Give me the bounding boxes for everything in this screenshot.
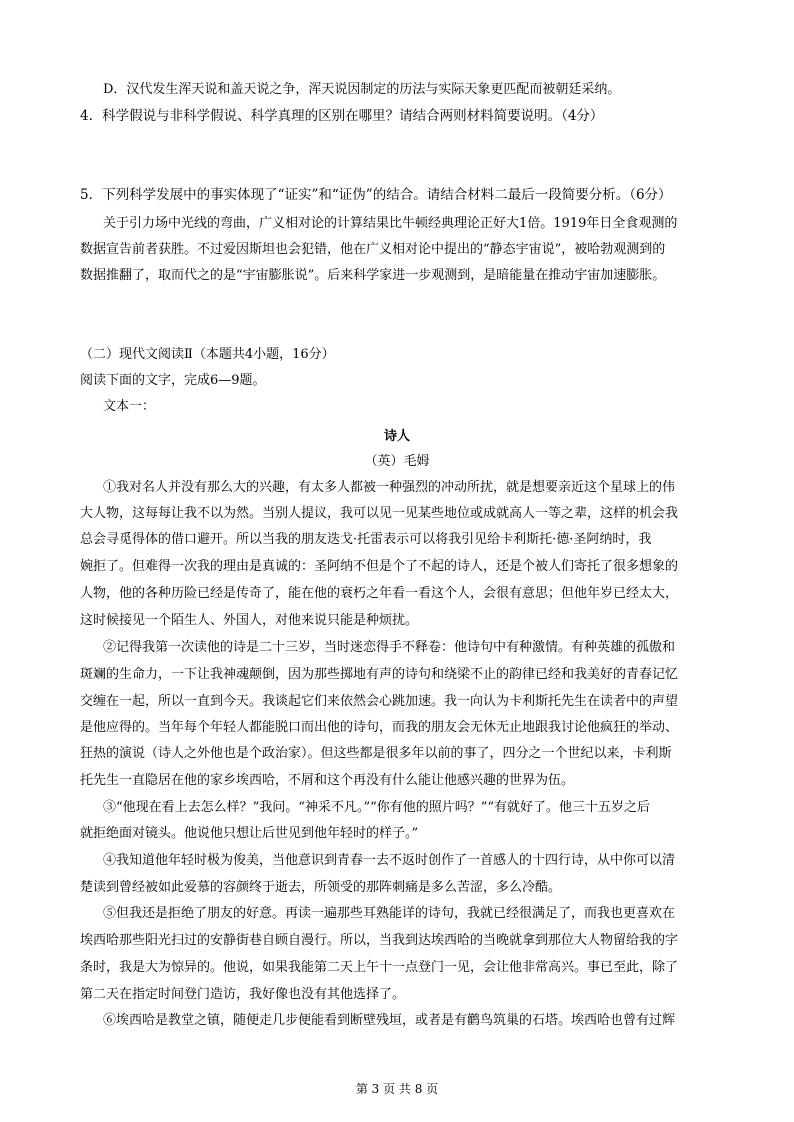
article-title: 诗人	[383, 429, 410, 444]
paragraph-line: 斑斓的生命力，一下让我神魂颠倒，因为那些掷地有声的诗句和绕梁不止的韵律已经和我美好的青春记忆	[80, 667, 679, 682]
paragraph-line: 人物，他的各种历险已经是传奇了，能在他的衰朽之年看一看这个人，会很有意思；但他年岁已经太大，	[80, 586, 679, 601]
text-label: 文本一：	[103, 399, 156, 414]
instruction: 阅读下面的文字，完成6—9题。	[80, 373, 266, 388]
paragraph-line: 总会寻觅得体的借口避开。所以当我的朋友迭戈·托雷表示可以将我引见给卡利斯托·德·圣阿纳时，我	[80, 532, 652, 547]
paragraph-line: 托先生一直隐居在他的家乡埃西哈，不屑和这个再没有什么能让他感兴趣的世界为伍。	[80, 773, 575, 788]
paragraph-line: ①我对名人并没有那么大的兴趣，有太多人都被一种强烈的冲动所扰，就是想要亲近这个星球上的伟	[103, 480, 676, 495]
paragraph-line: 楚读到曾经被如此爱慕的容颜终于逝去，所领受的那阵刺痛是多么苦涩，多么冷酷。	[80, 880, 562, 895]
paragraph-line: 就拒绝面对镜头。他说他只想让后世见到他年轻时的样子。”	[80, 826, 419, 841]
page-number: 第 3 页 共 8 页	[355, 1082, 439, 1096]
paragraph-line: 狂热的演说（诗人之外他也是个政治家）。但这些都是很多年以前的事了，四分之一个世纪以来，卡利斯	[80, 746, 672, 761]
paragraph-line: 条时，我是大为惊异的。他说，如果我能第二天上午十一点登门一见，会让他非常高兴。事已至此，除了	[80, 960, 679, 975]
paragraph-line: ⑥埃西哈是教堂之镇，随便走几步便能看到断壁残垣，或者是有鹳鸟筑巢的石塔。埃西哈也曾有过辉	[103, 1013, 676, 1028]
paragraph-line: 埃西哈那些阳光扫过的安静街巷自顾自漫行。所以，当我到达埃西哈的当晚就拿到那位大人物留给我的字	[80, 933, 679, 948]
paragraph-line: ⑤但我还是拒绝了朋友的好意。再读一遍那些耳熟能详的诗句，我就已经很满足了，而我也更喜欢在	[103, 906, 676, 921]
question-4: 4．科学假说与非科学假说、科学真理的区别在哪里？请结合两则材料简要说明。（4分）	[80, 108, 604, 124]
article-author: （英）毛姆	[364, 454, 430, 469]
paragraph-line: 第二天在指定时间登门造访，我好像也没有其他选择了。	[80, 987, 406, 1002]
paragraph-line: ③“他现在看上去怎么样？”我问。“神采不凡。”“你有他的照片吗？”“有就好了。他三十五岁之后	[103, 800, 651, 815]
paragraph-line: 婉拒了。但难得一次我的理由是真诚的：圣阿纳不但是个了不起的诗人，还是个被人们寄托了很多想象的	[80, 559, 679, 574]
paragraph-line: 大人物，这每每让我不以为然。当别人提议，我可以见一见某些地位或成就高人一等之辈，这样的机会我	[80, 506, 679, 521]
paragraph-line: ②记得我第一次读他的诗是二十三岁，当时迷恋得手不释卷：他诗句中有种激情。有种英雄的孤傲和	[103, 640, 676, 655]
q5-text-line: 关于引力场中光线的弯曲，广义相对论的计算结果比牛顿经典理论正好大1倍。1919年日全食观测的	[103, 216, 678, 231]
q5-text-line: 数据宣告前者获胜。不过爱因斯坦也会犯错，他在广义相对论中提出的“静态宇宙说”，被哈勃观测到的	[80, 242, 666, 257]
paragraph-line: 这时候接见一个陌生人、外国人，对他来说只能是种烦扰。	[80, 613, 419, 628]
paragraph-line: 是他应得的。当年每个年轻人都能脱口而出他的诗句，而我的朋友会无休无止地跟我讨论他疯狂的举动、	[80, 720, 679, 735]
paragraph-line: ④我知道他年轻时极为俊美，当他意识到青春一去不返时创作了一首感人的十四行诗，从中你可以清	[103, 853, 676, 868]
paragraph-line: 交缠在一起，所以一直到今天。我谈起它们来依然会心跳加速。我一向认为卡利斯托先生在读者中的声望	[80, 694, 679, 709]
section-header: （二）现代文阅读Ⅱ（本题共4小题，16分）	[80, 347, 335, 362]
option-d: D．汉代发生浑天说和盖天说之争，浑天说因制定的历法与实际天象更匹配而被朝廷采纳。	[103, 82, 621, 97]
question-5: 5．下列科学发展中的事实体现了“证实”和“证伪”的结合。请结合材料二最后一段简要分析。（6分）	[80, 187, 672, 203]
q5-text-line: 数据推翻了，取而代之的是“宇宙膨胀说”。后来科学家进一步观测到，是暗能量在推动宇宙加速膨胀。	[80, 268, 666, 283]
